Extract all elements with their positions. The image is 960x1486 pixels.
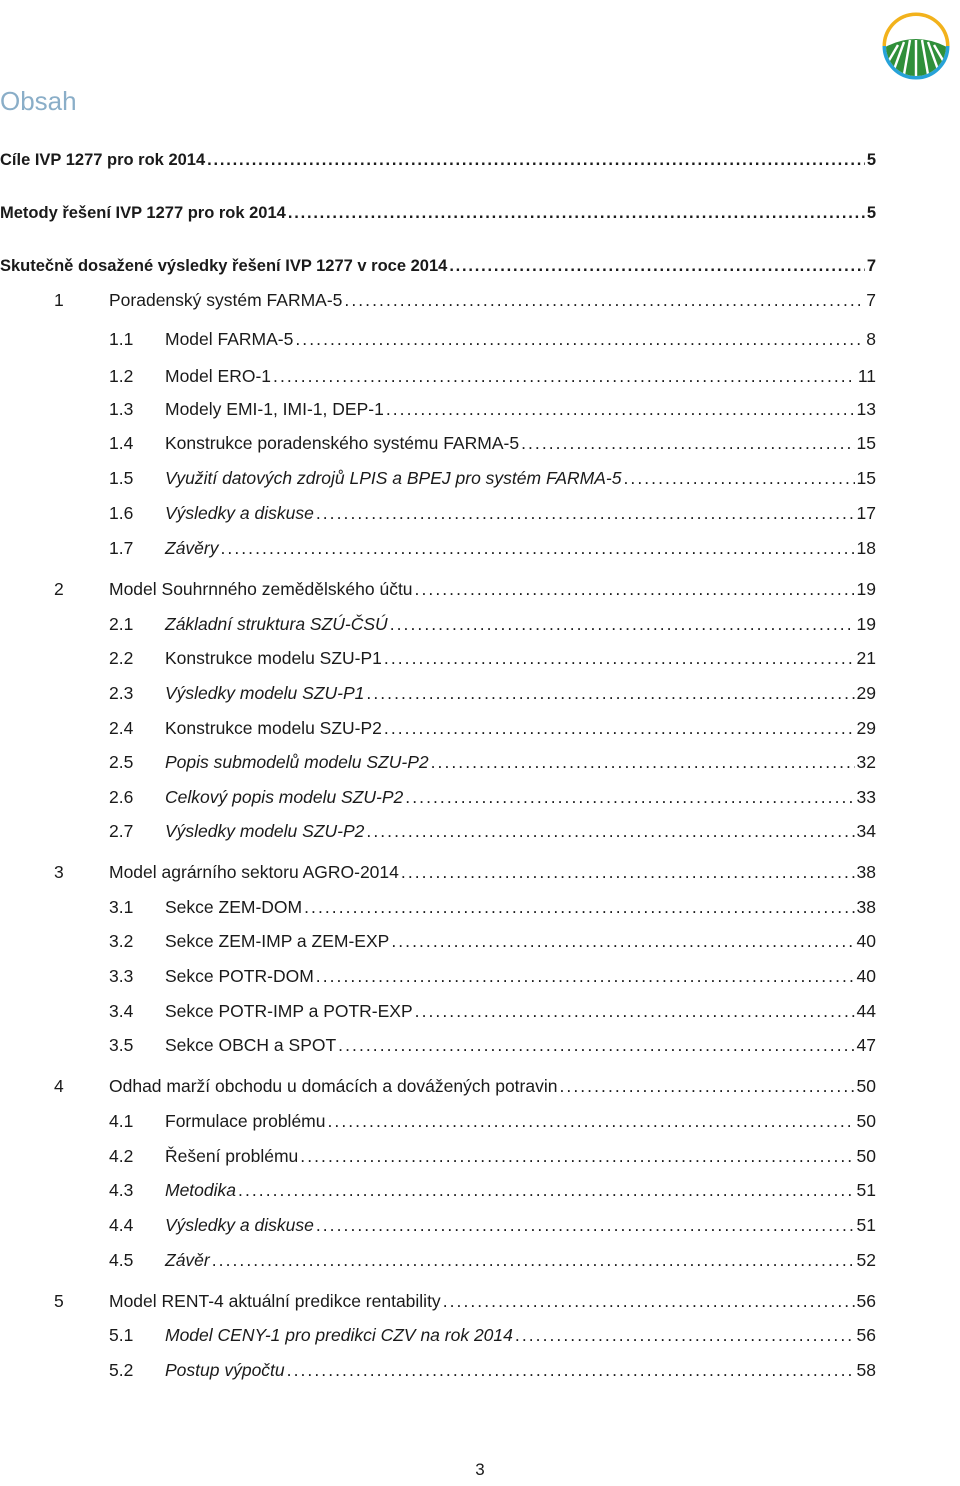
toc-entry-number: 1.2 bbox=[109, 366, 134, 386]
toc-entry-title: Výsledky modelu SZU-P1 bbox=[165, 683, 365, 703]
toc-entry-title: Využití datových zdrojů LPIS a BPEJ pro systém FARMA-5 bbox=[165, 468, 622, 488]
toc-entry[interactable] bbox=[109, 965, 876, 987]
toc-dot-leader bbox=[384, 717, 855, 739]
farmland-sun-logo-icon bbox=[876, 6, 956, 86]
toc-entry-number: 4.5 bbox=[109, 1250, 134, 1270]
toc-dot-leader bbox=[295, 328, 864, 350]
toc-entry-number: 1.5 bbox=[109, 468, 134, 488]
toc-entry[interactable] bbox=[54, 1290, 876, 1312]
toc-entry-page: 50 bbox=[856, 1111, 876, 1131]
toc-entry-title: Sekce ZEM-DOM bbox=[165, 897, 303, 917]
toc-entry[interactable] bbox=[0, 202, 876, 224]
toc-entry-number: 3 bbox=[54, 862, 64, 882]
toc-dot-leader bbox=[338, 1034, 854, 1056]
toc-entry-title: Formulace problému bbox=[165, 1111, 326, 1131]
toc-entry-title: Základní struktura SZÚ-ČSÚ bbox=[165, 614, 388, 634]
toc-entry[interactable] bbox=[109, 502, 876, 524]
toc-entry-title: Konstrukce poradenského systému FARMA-5 bbox=[165, 433, 520, 453]
toc-entry-page: 51 bbox=[856, 1215, 876, 1235]
toc-entry-page: 11 bbox=[857, 366, 876, 386]
toc-entry-title: Popis submodelů modelu SZU-P2 bbox=[165, 752, 429, 772]
toc-entry-title: Sekce ZEM-IMP a ZEM-EXP bbox=[165, 931, 390, 951]
toc-entry-page: 7 bbox=[866, 257, 876, 275]
toc-entry-number: 1.1 bbox=[109, 329, 134, 349]
toc-entry-page: 18 bbox=[856, 538, 876, 558]
toc-entry-number: 4.3 bbox=[109, 1180, 134, 1200]
toc-entry-page: 19 bbox=[856, 614, 876, 634]
toc-entry-number: 2.7 bbox=[109, 821, 134, 841]
toc-entry-title: Metodika bbox=[165, 1180, 237, 1200]
toc-dot-leader bbox=[386, 398, 855, 420]
toc-entry-title: Konstrukce modelu SZU-P1 bbox=[165, 648, 382, 668]
toc-entry-title: Řešení problému bbox=[165, 1146, 299, 1166]
toc-entry[interactable] bbox=[109, 820, 876, 842]
toc-entry-title: Metody řešení IVP 1277 pro rok 2014 bbox=[0, 204, 286, 222]
toc-dot-leader bbox=[316, 502, 855, 524]
toc-dot-leader bbox=[238, 1179, 855, 1201]
toc-entry[interactable] bbox=[109, 1214, 876, 1236]
toc-entry-page: 58 bbox=[856, 1360, 876, 1380]
toc-entry-title: Výsledky a diskuse bbox=[165, 1215, 314, 1235]
toc-entry-page: 38 bbox=[856, 897, 876, 917]
toc-dot-leader bbox=[515, 1324, 855, 1346]
toc-entry-number: 1.6 bbox=[109, 503, 134, 523]
toc-entry-number: 1 bbox=[54, 290, 64, 310]
toc-entry[interactable] bbox=[54, 1075, 876, 1097]
toc-entry-title: Sekce POTR-IMP a POTR-EXP bbox=[165, 1001, 413, 1021]
toc-entry-title: Skutečně dosažené výsledky řešení IVP 1277 v roce 2014 bbox=[0, 257, 448, 275]
toc-entry[interactable] bbox=[109, 1034, 876, 1056]
toc-entry-number: 5.2 bbox=[109, 1360, 134, 1380]
toc-dot-leader bbox=[415, 1000, 855, 1022]
toc-entry-title: Sekce POTR-DOM bbox=[165, 966, 314, 986]
toc-entry-page: 44 bbox=[856, 1001, 876, 1021]
toc-entry[interactable] bbox=[109, 1145, 876, 1167]
toc-entry[interactable] bbox=[109, 1000, 876, 1022]
toc-entry-title: Modely EMI-1, IMI-1, DEP-1 bbox=[165, 399, 384, 419]
toc-entry-page: 34 bbox=[856, 821, 876, 841]
toc-entry-title: Postup výpočtu bbox=[165, 1360, 285, 1380]
toc-entry[interactable] bbox=[109, 1249, 876, 1271]
toc-dot-leader bbox=[316, 1214, 855, 1236]
toc-dot-leader bbox=[273, 365, 856, 387]
toc-entry-number: 3.3 bbox=[109, 966, 134, 986]
toc-dot-leader bbox=[521, 432, 854, 454]
toc-dot-leader bbox=[327, 1110, 854, 1132]
toc-entry-page: 29 bbox=[856, 718, 876, 738]
toc-entry-number: 2.2 bbox=[109, 648, 134, 668]
toc-entry[interactable] bbox=[109, 930, 876, 952]
toc-dot-leader bbox=[449, 255, 865, 277]
toc-entry-title: Závěry bbox=[165, 538, 219, 558]
toc-entry-title: Konstrukce modelu SZU-P2 bbox=[165, 718, 382, 738]
toc-entry[interactable] bbox=[109, 365, 876, 387]
toc-entry-number: 4.4 bbox=[109, 1215, 134, 1235]
toc-entry-page: 40 bbox=[856, 966, 876, 986]
toc-entry-title: Výsledky modelu SZU-P2 bbox=[165, 821, 365, 841]
toc-entry-title: Model ERO-1 bbox=[165, 366, 272, 386]
toc-entry-number: 3.1 bbox=[109, 897, 134, 917]
toc-entry-number: 1.7 bbox=[109, 538, 134, 558]
toc-entry-number: 4.1 bbox=[109, 1111, 134, 1131]
toc-entry-title: Model RENT-4 aktuální predikce rentability bbox=[109, 1291, 441, 1311]
toc-entry[interactable] bbox=[109, 1359, 876, 1381]
toc-entry-page: 21 bbox=[856, 648, 876, 668]
toc-entry-title: Model CENY-1 pro predikci CZV na rok 2014 bbox=[165, 1325, 513, 1345]
toc-dot-leader bbox=[287, 1359, 855, 1381]
toc-entry[interactable] bbox=[109, 328, 876, 350]
toc-entry[interactable] bbox=[109, 1179, 876, 1201]
toc-entry-page: 15 bbox=[856, 468, 876, 488]
toc-dot-leader bbox=[415, 578, 855, 600]
toc-entry-title: Odhad marží obchodu u domácích a dovážených potravin bbox=[109, 1076, 558, 1096]
page-number: 3 bbox=[475, 1460, 485, 1479]
toc-entry[interactable] bbox=[109, 751, 876, 773]
toc-entry-number: 3.4 bbox=[109, 1001, 134, 1021]
toc-dot-leader bbox=[220, 537, 854, 559]
toc-dot-leader bbox=[623, 467, 854, 489]
toc-dot-leader bbox=[366, 820, 854, 842]
toc-dot-leader bbox=[212, 1249, 855, 1271]
toc-dot-leader bbox=[316, 965, 855, 987]
toc-entry[interactable] bbox=[54, 861, 876, 883]
toc-entry-page: 56 bbox=[856, 1325, 876, 1345]
toc-entry-number: 2.5 bbox=[109, 752, 134, 772]
toc-entry-title: Sekce OBCH a SPOT bbox=[165, 1035, 337, 1055]
toc-entry[interactable] bbox=[109, 537, 876, 559]
toc-entry[interactable] bbox=[109, 896, 876, 918]
toc-entry-number: 2.6 bbox=[109, 787, 134, 807]
toc-entry-number: 1.4 bbox=[109, 433, 134, 453]
toc-entry[interactable] bbox=[109, 1110, 876, 1132]
toc-entry-title: Celkový popis modelu SZU-P2 bbox=[165, 787, 404, 807]
toc-entry-page: 50 bbox=[856, 1146, 876, 1166]
toc-entry[interactable] bbox=[109, 432, 876, 454]
toc-entry[interactable] bbox=[109, 786, 876, 808]
toc-entry-page: 50 bbox=[856, 1076, 876, 1096]
toc-entry-number: 3.2 bbox=[109, 931, 134, 951]
toc-entry-page: 5 bbox=[866, 204, 876, 222]
toc-dot-leader bbox=[366, 682, 854, 704]
toc-entry-page: 32 bbox=[856, 752, 876, 772]
toc-entry[interactable] bbox=[54, 578, 876, 600]
toc-entry-page: 8 bbox=[866, 329, 876, 349]
toc-dot-leader bbox=[401, 861, 855, 883]
toc-entry-page: 29 bbox=[856, 683, 876, 703]
toc-entry[interactable] bbox=[0, 149, 876, 171]
toc-entry-page: 47 bbox=[856, 1035, 876, 1055]
toc-dot-leader bbox=[344, 289, 864, 311]
toc-entry[interactable] bbox=[54, 289, 876, 311]
toc-entry-page: 19 bbox=[856, 579, 876, 599]
toc-entry[interactable] bbox=[0, 255, 876, 277]
toc-entry-number: 5.1 bbox=[109, 1325, 134, 1345]
toc-entry-title: Cíle IVP 1277 pro rok 2014 bbox=[0, 151, 206, 169]
toc-entry-page: 33 bbox=[856, 787, 876, 807]
toc-entry-title: Model Souhrnného zemědělského účtu bbox=[109, 579, 413, 599]
toc-dot-leader bbox=[300, 1145, 854, 1167]
toc-entry-page: 56 bbox=[856, 1291, 876, 1311]
toc-entry-number: 2.4 bbox=[109, 718, 134, 738]
toc-entry-page: 40 bbox=[856, 931, 876, 951]
toc-dot-leader bbox=[304, 896, 854, 918]
toc-entry[interactable] bbox=[109, 647, 876, 669]
toc-dot-leader bbox=[443, 1290, 855, 1312]
toc-dot-leader bbox=[431, 751, 855, 773]
toc-dot-leader bbox=[390, 613, 855, 635]
toc-dot-leader bbox=[384, 647, 855, 669]
toc-dot-leader bbox=[288, 202, 865, 224]
toc-entry[interactable] bbox=[109, 398, 876, 420]
toc-entry[interactable] bbox=[109, 613, 876, 635]
toc-dot-leader bbox=[207, 149, 865, 171]
toc-entry-page: 51 bbox=[856, 1180, 876, 1200]
toc-entry-page: 7 bbox=[866, 290, 876, 310]
toc-entry-title: Poradenský systém FARMA-5 bbox=[109, 290, 343, 310]
toc-entry-number: 4 bbox=[54, 1076, 64, 1096]
toc-entry-number: 4.2 bbox=[109, 1146, 134, 1166]
toc-entry-page: 52 bbox=[856, 1250, 876, 1270]
toc-entry-number: 2.3 bbox=[109, 683, 134, 703]
toc-entry-page: 17 bbox=[856, 503, 876, 523]
toc-entry[interactable] bbox=[109, 1324, 876, 1346]
toc-entry-title: Výsledky a diskuse bbox=[165, 503, 314, 523]
toc-entry-number: 2 bbox=[54, 579, 64, 599]
toc-entry-number: 2.1 bbox=[109, 614, 134, 634]
toc-entry-title: Model FARMA-5 bbox=[165, 329, 294, 349]
toc-entry-page: 15 bbox=[856, 433, 876, 453]
toc-entry-page: 38 bbox=[856, 862, 876, 882]
toc-entry-number: 5 bbox=[54, 1291, 64, 1311]
toc-dot-leader bbox=[391, 930, 854, 952]
toc-heading: Obsah bbox=[0, 86, 77, 116]
toc-entry-number: 3.5 bbox=[109, 1035, 134, 1055]
toc-entry[interactable] bbox=[109, 717, 876, 739]
toc-entry-title: Model agrárního sektoru AGRO-2014 bbox=[109, 862, 399, 882]
toc-entry-page: 13 bbox=[856, 399, 876, 419]
toc-entry-number: 1.3 bbox=[109, 399, 134, 419]
toc-dot-leader bbox=[559, 1075, 854, 1097]
toc-entry-title: Závěr bbox=[165, 1250, 210, 1270]
toc-entry[interactable] bbox=[109, 682, 876, 704]
toc-entry[interactable] bbox=[109, 467, 876, 489]
toc-dot-leader bbox=[405, 786, 854, 808]
toc-entry-page: 5 bbox=[866, 151, 876, 169]
